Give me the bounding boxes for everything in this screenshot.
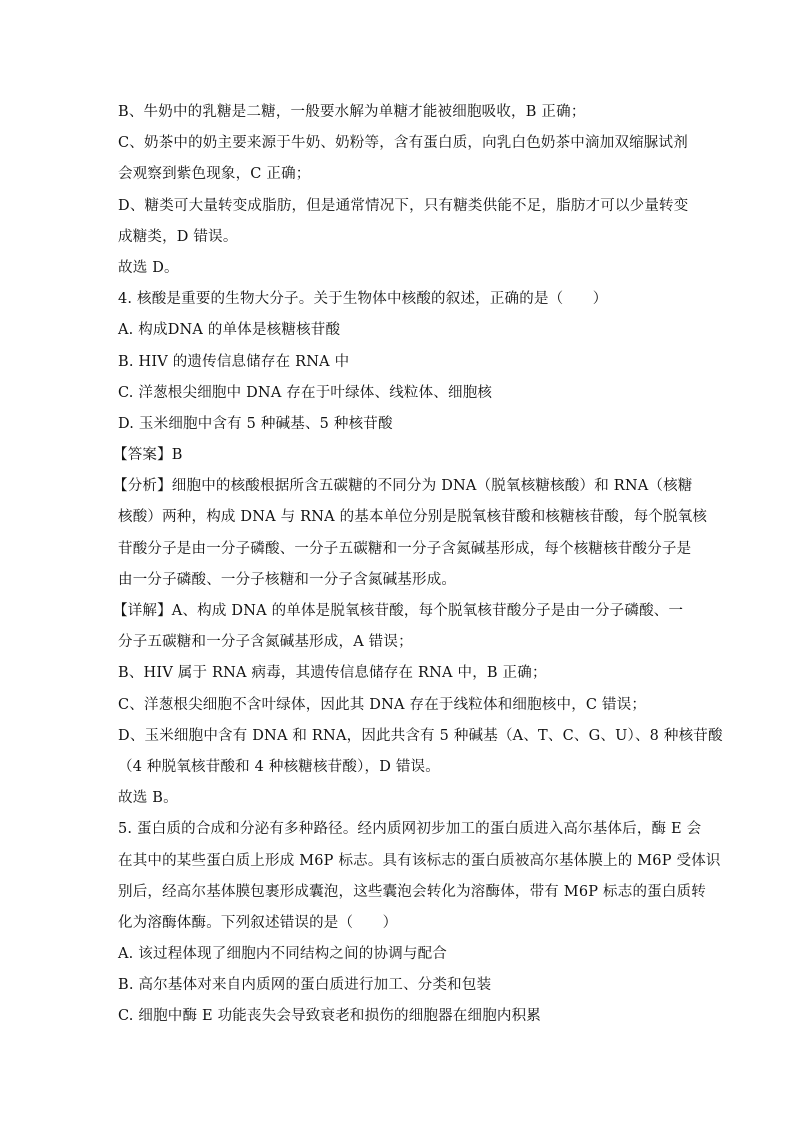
question-5-stem: 5. 蛋白质的合成和分泌有多种路径。经内质网初步加工的蛋白质进入高尔基体后，酶 E 会: [118, 821, 702, 838]
document-page: [113, 97, 723, 1033]
question-4-analysis-cont-3: 由一分子磷酸、一分子核糖和一分子含氮碱基形成。: [118, 571, 457, 588]
question-4-stem: 4. 核酸是重要的生物大分子。关于生物体中核酸的叙述，正确的是（ ）: [118, 291, 608, 308]
question-5-option-c: C. 细胞中酶 E 功能丧失会导致衰老和损伤的细胞器在细胞内积累: [118, 1008, 541, 1025]
question-4-detail: 【详解】A、构成 DNA 的单体是脱氧核苷酸，每个脱氧核苷酸分子是由一分子磷酸、一: [113, 603, 684, 619]
question-4-detail-c: C、洋葱根尖细胞不含叶绿体，因此其 DNA 存在于线粒体和细胞核中，C 错误；: [118, 696, 647, 713]
question-4-option-c: C. 洋葱根尖细胞中 DNA 存在于叶绿体、线粒体、细胞核: [118, 384, 493, 401]
answer-choice-q4: 故选 B。: [118, 790, 178, 807]
question-4-option-a: A. 构成DNA 的单体是核糖核苷酸: [118, 322, 341, 339]
question-4-answer: 【答案】B: [113, 447, 183, 464]
answer-explanation-d: D、糖类可大量转变成脂肪，但是通常情况下，只有糖类供能不足，脂肪才可以少量转变: [118, 197, 689, 214]
question-4-detail-b: B、HIV 属于 RNA 病毒，其遗传信息储存在 RNA 中，B 正确；: [118, 665, 547, 682]
question-5-option-b: B. 高尔基体对来自内质网的蛋白质进行加工、分类和包装: [118, 977, 492, 994]
question-4-detail-cont: 分子五碳糖和一分子含氮碱基形成，A 错误；: [118, 634, 413, 651]
question-5-option-a: A. 该过程体现了细胞内不同结构之间的协调与配合: [118, 946, 447, 963]
question-5-stem-cont-2: 别后，经高尔基体膜包裹形成囊泡，这些囊泡会转化为溶酶体，带有 M6P 标志的蛋白质转: [118, 883, 706, 900]
question-5-stem-cont-1: 在其中的某些蛋白质上形成 M6P 标志。具有该标志的蛋白质被高尔基体膜上的 M6P 受体识: [118, 852, 721, 869]
answer-choice-q3: 故选 D。: [118, 259, 179, 276]
question-4-analysis: 【分析】细胞中的核酸根据所含五碳糖的不同分为 DNA（脱氧核糖核酸）和 RNA（核糖: [113, 478, 693, 495]
question-4-analysis-cont-1: 核酸）两种，构成 DNA 与 RNA 的基本单位分别是脱氧核苷酸和核糖核苷酸，每个脱氧核: [118, 509, 708, 526]
answer-explanation-b: B、牛奶中的乳糖是二糖，一般要水解为单糖才能被细胞吸收，B 正确；: [118, 104, 586, 120]
question-4-detail-d-cont: （4 种脱氧核苷酸和 4 种核糖核苷酸），D 错误。: [118, 758, 440, 775]
answer-explanation-c: C、奶茶中的奶主要来源于牛奶、奶粉等，含有蛋白质，向乳白色奶茶中滴加双缩脲试剂: [118, 135, 688, 152]
question-4-option-d: D. 玉米细胞中含有 5 种碱基、5 种核苷酸: [118, 415, 393, 432]
answer-explanation-c-cont: 会观察到紫色现象，C 正确；: [118, 166, 311, 183]
question-4-analysis-cont-2: 苷酸分子是由一分子磷酸、一分子五碳糖和一分子含氮碱基形成，每个核糖核苷酸分子是: [118, 540, 692, 557]
question-5-stem-cont-3: 化为溶酶体酶。下列叙述错误的是（ ）: [118, 914, 398, 931]
question-4-option-b: B. HIV 的遗传信息储存在 RNA 中: [118, 353, 350, 370]
answer-explanation-d-cont: 成糖类，D 错误。: [118, 228, 238, 245]
question-4-detail-d: D、玉米细胞中含有 DNA 和 RNA，因此共含有 5 种碱基（A、T、C、G、U）、8 种核苷酸: [118, 727, 723, 744]
